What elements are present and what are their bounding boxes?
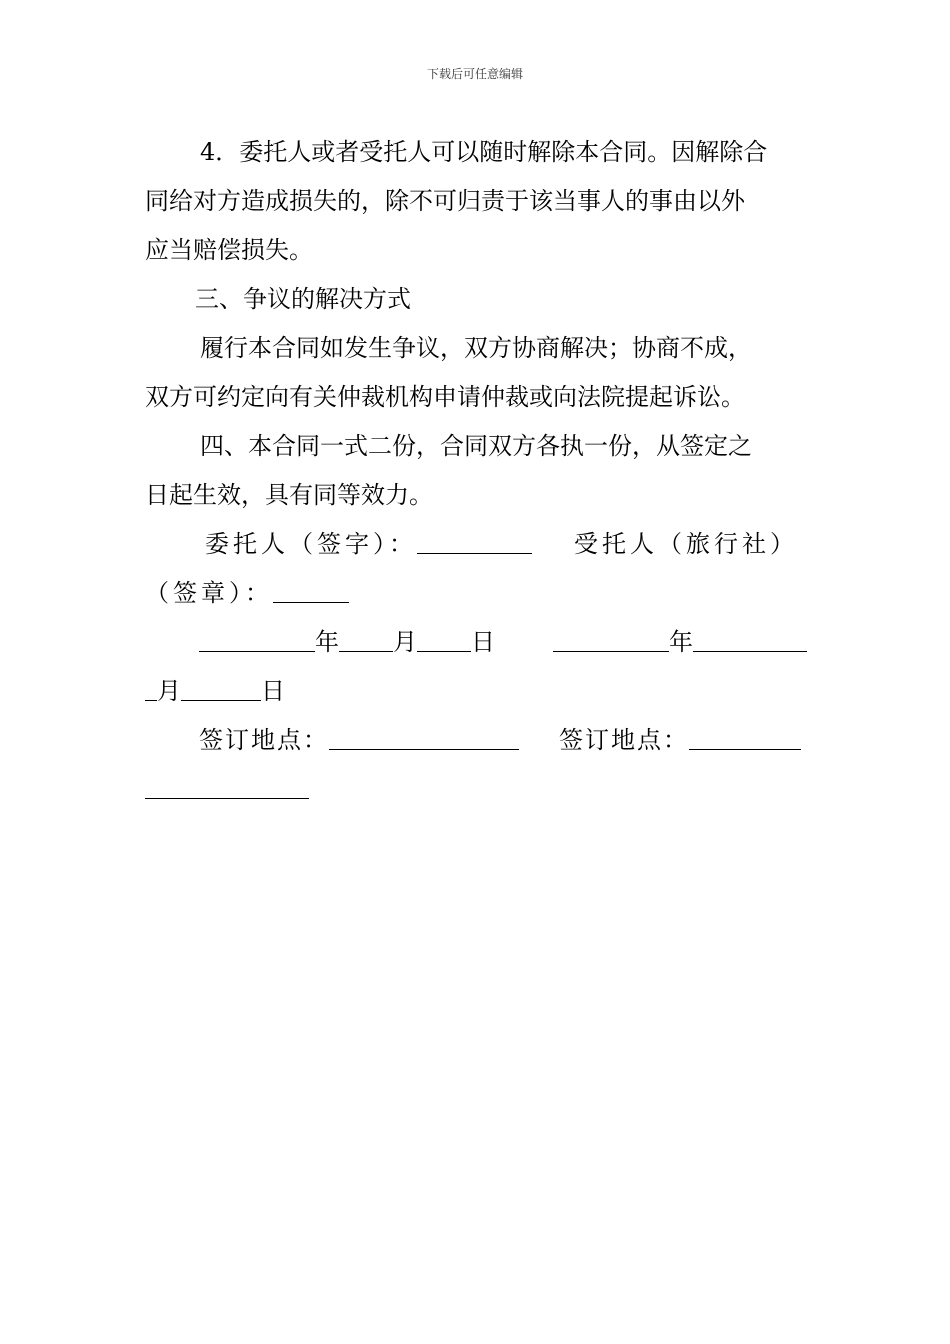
agent-year-blank	[553, 627, 669, 652]
clause-4-line-1: 4．委托人或者受托人可以随时解除本合同。因解除合	[200, 138, 768, 166]
section-3-line-1: 履行本合同如发生争议，双方协商解决；协商不成，	[200, 334, 752, 362]
agent-seal-blank	[273, 578, 349, 603]
contract-body	[145, 128, 810, 814]
principal-place-blank	[329, 725, 519, 750]
section-3-line-2: 双方可约定向有关仲裁机构申请仲裁或向法院提起诉讼。	[145, 383, 745, 411]
agent-place-label: 签订地点：	[559, 726, 689, 754]
agent-year-label: 年	[669, 628, 693, 656]
principal-day-blank	[417, 627, 471, 652]
clause-4-line-2: 同给对方造成损失的，除不可归责于该当事人的事由以外	[145, 187, 745, 215]
agent-month-blank	[145, 676, 157, 701]
section-4-line-2: 日起生效，具有同等效力。	[145, 481, 433, 509]
agent-seal-line	[145, 569, 810, 618]
principal-place-label: 签订地点：	[199, 726, 329, 754]
principal-month-blank	[339, 627, 393, 652]
principal-signature-blank	[417, 529, 532, 554]
agent-month-label: 月	[157, 677, 181, 705]
place-line-continued	[145, 765, 810, 814]
agent-place-blank-continued	[145, 774, 309, 799]
agent-year-trailing-blank	[693, 627, 807, 652]
principal-year-label: 年	[315, 628, 339, 656]
place-line	[145, 716, 810, 765]
signature-line	[145, 520, 810, 569]
principal-month-label: 月	[393, 628, 417, 656]
agent-day-label: 日	[261, 677, 285, 705]
principal-signature-label: 委托人（签字）：	[205, 530, 417, 558]
page-header: 下载后可任意编辑	[426, 67, 523, 81]
agent-seal-label: （签章）：	[145, 579, 273, 607]
principal-day-label: 日	[471, 628, 495, 656]
agent-place-blank	[689, 725, 801, 750]
agent-day-blank	[181, 676, 261, 701]
principal-year-blank	[199, 627, 315, 652]
date-line-continued	[145, 667, 810, 716]
section-3-title: 三、争议的解决方式	[195, 285, 411, 313]
section-4-line-1: 四、本合同一式二份，合同双方各执一份，从签定之	[200, 432, 752, 460]
clause-4-line-3: 应当赔偿损失。	[145, 236, 313, 264]
date-line	[145, 618, 810, 667]
agent-signature-label: 受托人（旅行社）	[574, 530, 798, 558]
